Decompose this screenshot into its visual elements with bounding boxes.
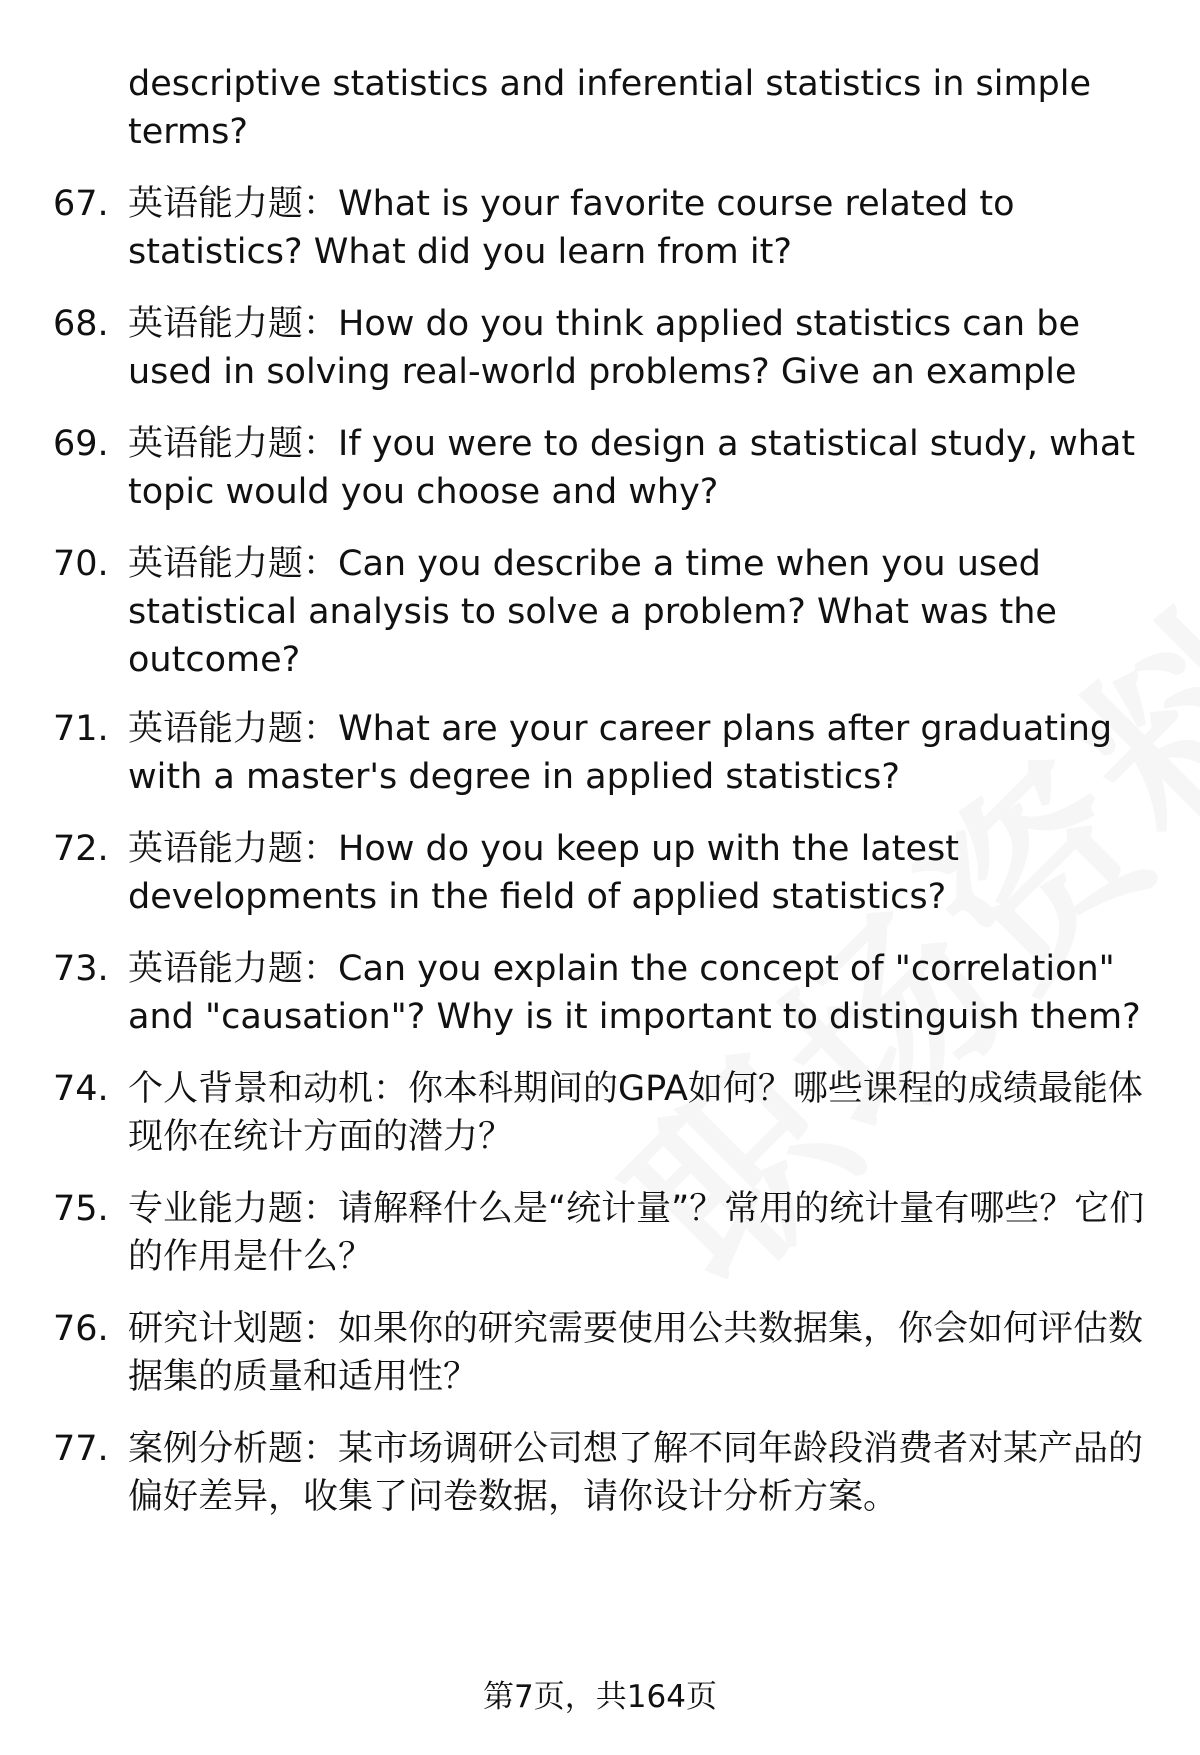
question-text: 英语能力题：Can you explain the concept of "correlation" and "causation"? Why is it important to distinguish them? <box>128 949 1141 1037</box>
question-text: 英语能力题：If you were to design a statistical study, what topic would you choose and why? <box>128 424 1136 512</box>
question-item <box>0 945 1200 1041</box>
question-text: 英语能力题：How do you keep up with the latest developments in the field of applied statistics? <box>128 829 959 917</box>
question-item <box>0 1185 1200 1281</box>
question-item <box>0 420 1200 516</box>
question-number: 75. <box>53 1189 109 1229</box>
question-item <box>0 1065 1200 1161</box>
page-footer: 第7页，共164页 <box>483 1679 717 1715</box>
question-item <box>0 1425 1200 1521</box>
question-text: 专业能力题：请解释什么是“统计量”？常用的统计量有哪些？它们的作用是什么？ <box>128 1189 1145 1277</box>
question-item <box>0 540 1200 684</box>
question-number: 68. <box>53 304 109 344</box>
question-item <box>0 705 1200 801</box>
question-number: 76. <box>53 1309 109 1349</box>
question-number: 70. <box>53 544 109 584</box>
question-text: 个人背景和动机：你本科期间的GPA如何？哪些课程的成绩最能体现你在统计方面的潜力？ <box>128 1069 1143 1157</box>
question-number: 71. <box>53 709 109 749</box>
question-text: 研究计划题：如果你的研究需要使用公共数据集，你会如何评估数据集的质量和适用性？ <box>128 1309 1144 1397</box>
question-number: 73. <box>53 949 109 989</box>
question-text: 英语能力题：What are your career plans after graduating with a master's degree in applied statistics? <box>128 709 1113 797</box>
question-number: 69. <box>53 424 109 464</box>
question-item <box>0 825 1200 921</box>
question-number: 72. <box>53 829 109 869</box>
question-text: 英语能力题：How do you think applied statistics can be used in solving real-world problems? Give an example <box>128 304 1080 392</box>
question-number: 74. <box>53 1069 109 1109</box>
question-number: 67. <box>53 184 109 224</box>
question-number: 77. <box>53 1429 109 1469</box>
question-item <box>0 180 1200 276</box>
question-text: 案例分析题：某市场调研公司想了解不同年龄段消费者对某产品的偏好差异，收集了问卷数据，请你设计分析方案。 <box>128 1429 1144 1517</box>
question-item <box>0 1305 1200 1401</box>
question-text: 英语能力题：Can you describe a time when you used statistical analysis to solve a problem? What was the outcome? <box>128 544 1057 680</box>
carryover-question-text: descriptive statistics and inferential statistics in simple terms? <box>128 64 1092 152</box>
question-item <box>0 300 1200 396</box>
question-text: 英语能力题：What is your favorite course related to statistics? What did you learn from it? <box>128 184 1015 272</box>
